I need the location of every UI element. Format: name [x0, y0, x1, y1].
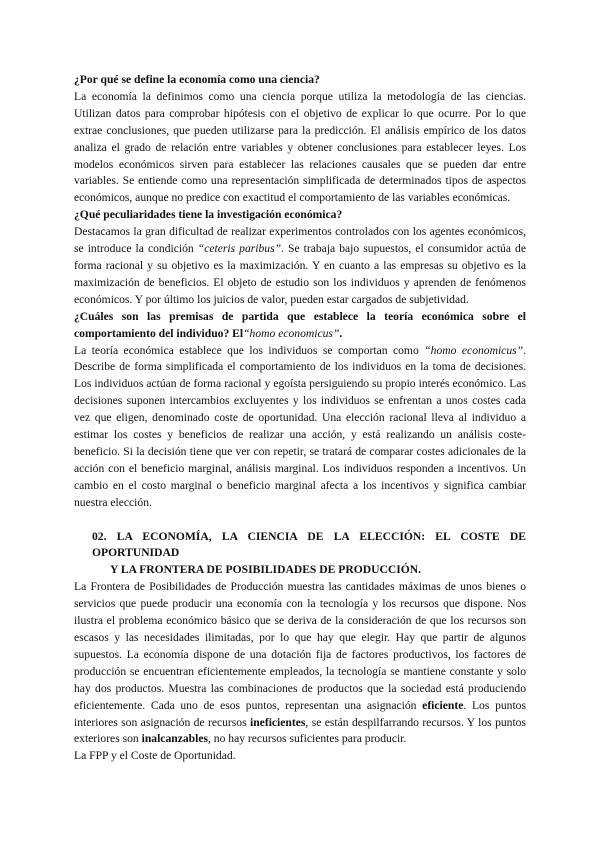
section-2-text-d: , se están despilfarrando recursos. Y los puntos exteriores son — [74, 715, 526, 746]
question-2-answer — [74, 224, 526, 309]
term-ineficientes: ineficientes — [250, 715, 306, 729]
question-1-answer: La economía la definimos como una ciencia porque utiliza la metodología de las ciencias. Utilizan datos para comprobar hipótesis con el objetivo de explicar lo que ocurre. Por lo que extrae conclusiones, que pueden utilizarse para la predicción. El análisis empírico de los datos analiza el grado de relación entre variables y obtener conclusiones para establecer leyes. Los modelos económicos sirven para establecer las relaciones causales que se pueden dar entre variables. Se entiende como una representación simplificada de determinados tipos de aspectos económicos, aunque no predice con exactitud el comportamiento de las variables económicas. — [74, 89, 526, 205]
question-2-heading: ¿Qué peculiaridades tiene la investigación económica? — [74, 208, 343, 222]
section-2-text-a: La Frontera de Posibilidades de Producción muestra las cantidades máximas de unos bienes o servicios que puede producir una economía con la tecnología y los recursos que dispone. Nos ilustra el problema económico básico que se deriva de la consideración de que los recursos son escasos y las necesidades ilimitadas, por lo que hay que elegir. Hay que partir de algunos supuestos. La economía dispone de una dotación fija de factores productivos, los factores de producción se encuentran eficientemente empleados, la tecnología se mantiene constante y solo hay dos productos. Muestra las combinaciones de productos que la sociedad está produciendo eficientemente. Cada uno de esos puntos, representan una asignación — [74, 580, 526, 712]
answer-3-text-a: La teoría económica establece que los individuos se comportan como — [74, 343, 425, 357]
document-page — [74, 72, 526, 765]
section-2-last-line: La FPP y el Coste de Oportunidad. — [74, 749, 236, 763]
term-inalcanzables: inalcanzables — [141, 732, 208, 746]
answer-2-text-b: . Se trabaja bajo supuestos, el consumidor actúa de forma racional y su objetivo es la maximización. Y en cuanto a las empresas su objetivo es la maximización de beneficios. El objeto de estudio son los individuos y aprenden de fenómenos económicos. Y por último los juicios de valor, pueden estar cargados de subjetividad. — [74, 242, 526, 306]
section-2-heading-line-1: 02. LA ECONOMÍA, LA CIENCIA DE LA ELECCIÓN: EL COSTE DE OPORTUNIDAD — [92, 529, 526, 560]
question-1-heading: ¿Por qué se define la economía como una ciencia? — [74, 73, 320, 86]
section-2-body — [74, 579, 526, 748]
section-2-text-c: . Los puntos interiores son asignación de recursos — [74, 698, 526, 729]
section-2-heading-line-2: Y LA FRONTERA DE POSIBILIDADES DE PRODUCCIÓN. — [110, 563, 422, 577]
answer-3-text-b: . Describe de forma simplificada el comportamiento de los individuos en la toma de decisiones. Los individuos actúan de forma racional y egoísta persiguiendo su propio interés económico. Las decisiones suponen intercambios excluyentes y los individuos se enfrentan a unos costes cada vez que eligen, denominado coste de oportunidad. Una elección racional lleva al individuo a estimar los costes y beneficios de realizar una acción, y está realizando un análisis coste-beneficio. Si la decisión tiene que ver con repetir, se tratará de comparar costes adicionales de la acción con el beneficio marginal, análisis marginal. Los individuos responden a incentivos. Un cambio en el costo marginal o beneficio marginal afecta a los incentivos y significa cambiar nuestra elección. — [74, 343, 526, 509]
question-3-heading-end: . — [339, 326, 343, 340]
question-3-answer — [74, 343, 526, 512]
homo-economicus-term: “homo economicus” — [424, 343, 524, 357]
section-2-heading — [74, 529, 526, 580]
answer-2-text-a: Destacamos la gran dificultad de realizar experimentos controlados con los agentes económicos, se introduce la condición — [74, 225, 526, 256]
question-3-heading — [74, 309, 526, 343]
term-eficiente: eficiente — [422, 698, 464, 712]
question-3-heading-text: ¿Cuáles son las premisas de partida que establece la teoría económica sobre el comportamiento del individuo? El — [74, 309, 526, 340]
homo-economicus-heading-term: “homo economicus” — [243, 326, 340, 340]
ceteris-paribus-term: “ceteris paribus” — [197, 242, 282, 256]
section-2-text-e: , no hay recursos suficientes para producir. — [207, 732, 407, 746]
